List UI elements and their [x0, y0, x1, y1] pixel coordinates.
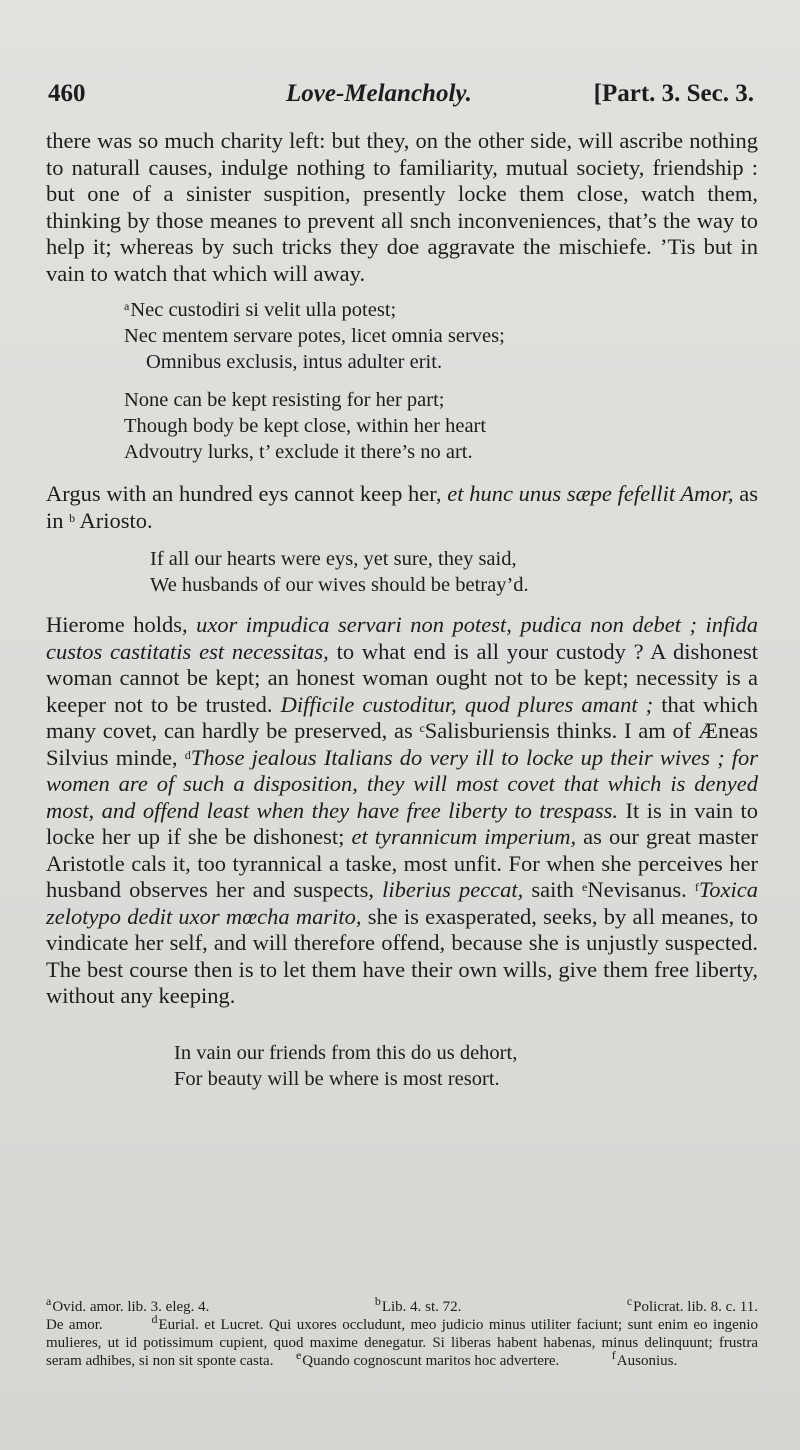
verse-ariosto	[46, 546, 758, 598]
verse-line: For beauty will be where is most resort.	[174, 1067, 500, 1090]
footnote-d: De amor. $^d$Eurial. et Lucret. Qui uxores occludunt, meo judicio minus utiliter faciunt; sunt enim eo ingenio mulieres, ut id potissimum cupient, quod maxime denegatur. Si liberas habent habenas, minus delinquunt; frustra seram adhibes, si non sit sponte casta. $^e$Quando cognoscunt maritos hoc advertere. $^f$Ausonius.	[46, 1312, 758, 1369]
footnote-a: $^a$Ovid. amor. lib. 3. eleg. 4.	[46, 1294, 210, 1315]
page-number: 460	[48, 80, 86, 107]
footnote-ref-f: f	[694, 880, 699, 894]
page-header	[48, 80, 754, 114]
verse-english	[46, 387, 758, 465]
running-title: Love-Melancholy.	[286, 80, 472, 107]
footnote-ref-e: e	[582, 880, 588, 894]
section-label: [Part. 3. Sec. 3.	[593, 80, 754, 107]
verse-line: Nec mentem servare potes, licet omnia serves;	[124, 325, 505, 347]
verse-line: $^a$Nec custodiri si velit ulla potest;	[124, 299, 397, 321]
verse-line: Omnibus exclusis, intus adulter erit.	[146, 351, 443, 373]
verse-latin	[46, 297, 758, 375]
verse-line: None can be kept resisting for her part;	[124, 389, 445, 411]
paragraph-hierome: Hierome holds, uxor impudica servari non potest, pudica non debet ; infida custos castitatis est necessitas, to what end is all your custody ? A dishonest woman cannot be kept; an honest woman ought not to be kept; necessity is a keeper not to be trusted. Difficile custoditur, quod plures amant ; that which many covet, can hardly be preserved, as $^c$Salisburiensis thinks. I am of Æneas Silvius minde, $^d$Those jealous Italians do very ill to locke up their wives ; for women are of such a disposition, they will most covet that which is denyed most, and offend least when they have free liberty to trespass. It is in vain to locke her up if she be dishonest; et tyrannicum imperium, as our great master Aristotle cals it, too tyrannical a taske, most unfit. For when she perceives her husband observes her and suspects, liberius peccat, saith $^e$Nevisanus. $^f$Toxica zelotypo dedit uxor mœcha marito, she is exasperated, seeks, by all meanes, to vindicate her self, and will therefore offend, because she is unjustly suspected. The best course then is to let them have their own wills, give them free liberty, without any keeping.	[46, 612, 759, 1008]
verse-line: Advoutry lurks, t’ exclude it there’s no art.	[124, 441, 473, 463]
footnote-b: $^b$Lib. 4. st. 72.	[374, 1294, 462, 1315]
footnote-ref-b: b	[69, 510, 76, 525]
footnote-e: $^e$Quando cognoscunt maritos hoc advertere.	[295, 1348, 560, 1369]
paragraph-argus: Argus with an hundred eys cannot keep her, et hunc unus sæpe fefellit Amor, as in $^b$ Ariosto.	[46, 481, 758, 533]
footnote-f: $^f$Ausonius.	[611, 1348, 678, 1369]
footnote-ref-d: d	[184, 747, 191, 762]
footnote-ref-c: c	[419, 721, 425, 735]
footnote-ref-a: a	[124, 299, 130, 313]
footnotes	[46, 1294, 758, 1370]
paragraph-continuation: there was so much charity left: but they, on the other side, will ascribe nothing to naturall causes, indulge nothing to familiarity, mutual society, friendship : but one of a sinister suspition, presently locke them close, watch them, thinking by those meanes to prevent all snch inconveniences, that’s the way to help it; whereas by such tricks they doe aggravate the mischiefe. ’Tis but in vain to watch that which will away.	[46, 128, 758, 286]
verse-line: If all our hearts were eys, yet sure, they said,	[150, 548, 517, 570]
verse-line: We husbands of our wives should be betray’d.	[150, 574, 529, 596]
verse-final	[46, 1040, 758, 1092]
page-body	[46, 128, 758, 1092]
verse-line: Though body be kept close, within her heart	[124, 415, 487, 437]
verse-line: In vain our friends from this do us dehort,	[174, 1041, 518, 1064]
footnote-c: $^c$Policrat. lib. 8. c. 11.	[626, 1294, 758, 1315]
